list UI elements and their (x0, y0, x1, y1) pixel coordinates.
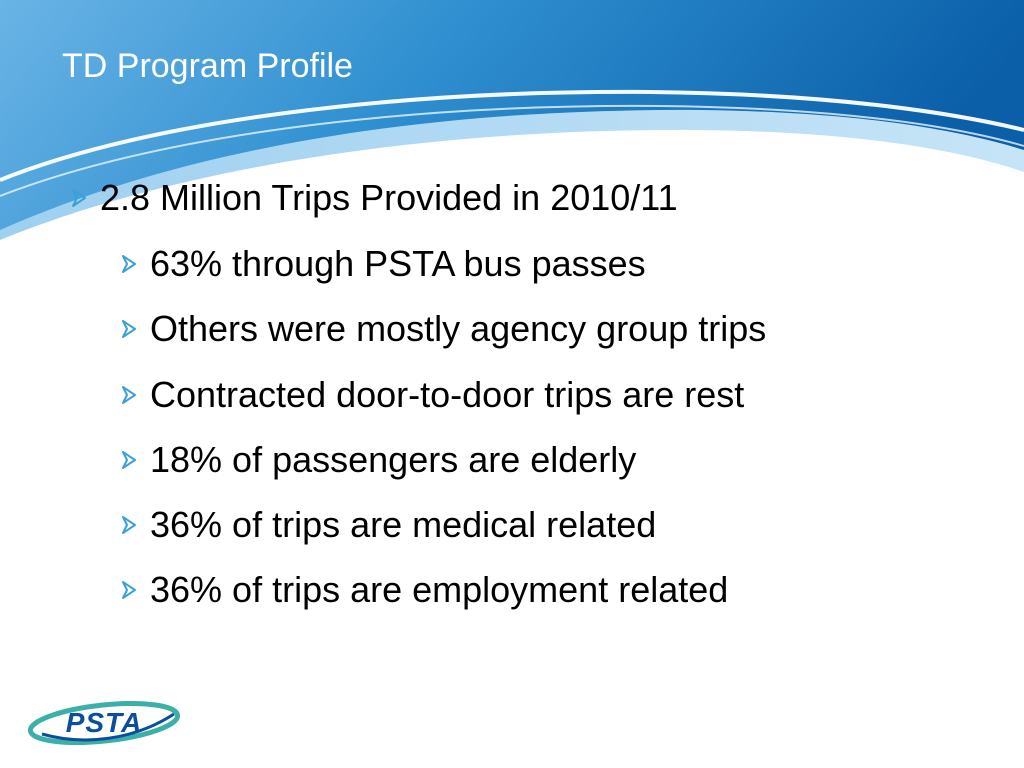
chevron-right-arrow-icon (118, 318, 140, 340)
bullet-text: 36% of trips are medical related (150, 504, 657, 545)
slide-title: TD Program Profile (62, 47, 353, 85)
bullet-item (68, 176, 678, 220)
psta-logo (24, 694, 184, 748)
sub-bullet-item (118, 307, 766, 351)
chevron-right-arrow-icon (118, 514, 140, 536)
sub-bullet-item (118, 568, 728, 612)
chevron-right-arrow-icon (118, 449, 140, 471)
sub-bullet-item (118, 438, 636, 482)
chevron-right-arrow-icon (68, 187, 90, 209)
sub-bullet-item (118, 503, 656, 547)
logo-text: PSTA (65, 707, 143, 738)
bullet-text: Contracted door-to-door trips are rest (150, 374, 745, 415)
sub-bullet-item (118, 242, 646, 286)
bullet-text: Others were mostly agency group trips (150, 308, 767, 349)
bullet-text: 63% through PSTA bus passes (150, 243, 646, 284)
chevron-right-arrow-icon (118, 384, 140, 406)
chevron-right-arrow-icon (118, 579, 140, 601)
bullet-text: 36% of trips are employment related (150, 569, 729, 610)
chevron-right-arrow-icon (118, 253, 140, 275)
bullet-text: 2.8 Million Trips Provided in 2010/11 (100, 177, 678, 218)
sub-bullet-item (118, 373, 744, 417)
bullet-text: 18% of passengers are elderly (150, 439, 637, 480)
